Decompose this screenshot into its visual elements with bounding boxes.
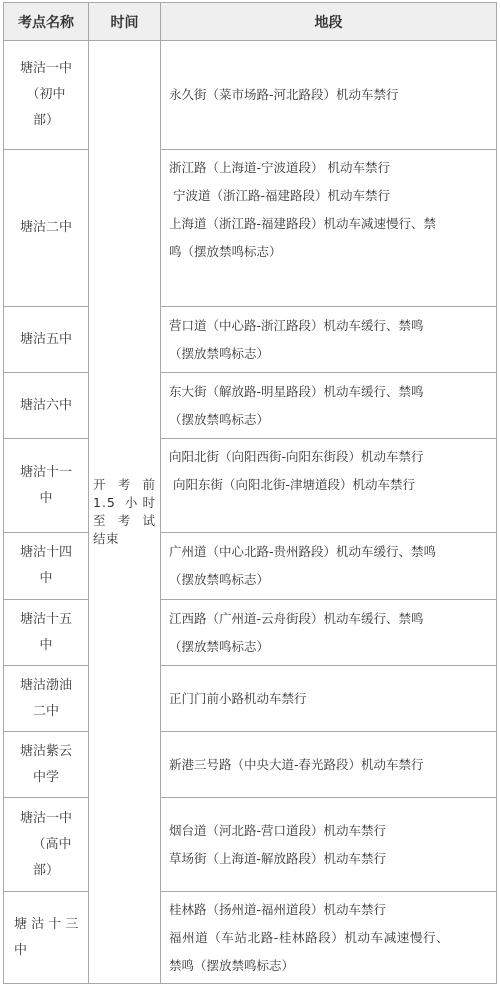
school-name-line: 部）: [32, 113, 59, 128]
table-row: [4, 892, 497, 984]
time-line: 至 考 试: [93, 513, 156, 528]
traffic-control-table: [3, 2, 497, 984]
school-name: [4, 600, 89, 666]
table-row: [4, 373, 497, 439]
table-row: [4, 600, 497, 666]
school-name: [4, 439, 89, 533]
school-name-line: 塘沽六中: [19, 397, 72, 413]
table-row: [4, 150, 497, 307]
road-section: [161, 600, 497, 666]
time-cell: [89, 41, 161, 984]
road-section-line: （摆放禁鸣标志）: [169, 572, 270, 587]
school-name-line: 塘沽十一: [19, 464, 72, 480]
road-section-line: 禁鸣（摆放禁鸣标志）: [169, 957, 295, 973]
school-name-line: 二中: [32, 703, 59, 719]
school-name-line: （高中: [32, 836, 72, 852]
school-name: [4, 798, 89, 892]
road-section-line: 新港三号路（中央大道-春光路段）机动车禁行: [169, 756, 424, 772]
school-name-line: 塘沽五中: [19, 331, 72, 347]
table-header: [4, 3, 497, 41]
table-row: [4, 307, 497, 373]
road-section: [161, 666, 497, 732]
school-name-line: 塘沽渤油: [19, 677, 72, 693]
road-section-line: 宁波道（浙江路-福建路段）机动车禁行: [173, 188, 391, 203]
road-section-line: （摆放禁鸣标志）: [169, 345, 270, 361]
header-section: 地段: [161, 3, 497, 41]
school-name: [4, 666, 89, 732]
road-section: [161, 732, 497, 798]
time-line: 结束: [93, 531, 120, 546]
table-row: [4, 533, 497, 600]
road-section-line: 草场街（上海道-解放路段）机动车禁行: [169, 850, 387, 866]
school-name: [4, 307, 89, 373]
school-name-line: 中: [39, 571, 53, 586]
road-section: [161, 533, 497, 600]
table-body: [4, 41, 497, 984]
road-section-line: 向阳北街（向阳西街-向阳东街段）机动车禁行: [169, 449, 424, 464]
road-section-line: 鸣（摆放禁鸣标志）: [169, 244, 282, 259]
school-name: [4, 373, 89, 439]
school-name: [4, 41, 89, 150]
school-name: [4, 150, 89, 307]
header-row: [4, 3, 497, 41]
school-name-line: 中: [14, 942, 28, 958]
road-section: [161, 41, 497, 150]
school-name: [4, 533, 89, 600]
school-name: [4, 892, 89, 984]
road-section: [161, 307, 497, 373]
time-line: 1.5 小时: [93, 495, 156, 510]
road-section-line: 上海道（浙江路-福建路段）机动车减速慢行、禁: [169, 216, 437, 231]
road-section-line: 江西路（广州道-云舟街段）机动车缓行、禁鸣: [169, 610, 424, 626]
road-section-line: （摆放禁鸣标志）: [169, 638, 270, 654]
school-name-line: 中学: [32, 769, 59, 785]
road-section: [161, 892, 497, 984]
road-section: [161, 798, 497, 892]
school-name-line: （初中: [26, 87, 66, 102]
road-section-line: 永久街（菜市场路-河北路段）机动车禁行: [169, 87, 399, 102]
road-section-line: 烟台道（河北路-营口道段）机动车禁行: [169, 822, 387, 838]
road-section: [161, 439, 497, 533]
road-section-line: 浙江路（上海道-宁波道段） 机动车禁行: [169, 160, 390, 175]
road-section-line: 营口道（中心路-浙江路段）机动车缓行、禁鸣: [169, 317, 424, 333]
school-name-line: 中: [39, 637, 53, 653]
table-row: [4, 798, 497, 892]
school-name-line: 塘沽十五: [19, 611, 72, 627]
table-row: [4, 41, 497, 150]
school-name-line: 塘沽十四: [19, 545, 72, 560]
header-school: 考点名称: [4, 3, 89, 41]
road-section: [161, 373, 497, 439]
school-name-line: 塘沽一中: [19, 61, 72, 76]
road-section-line: 桂林路（扬州道-福州道段）机动车禁行: [169, 901, 387, 917]
road-section: [161, 150, 497, 307]
road-section-line: 向阳东街（向阳北街-津塘道段）机动车禁行: [173, 477, 416, 492]
school-name-line: 部）: [32, 862, 59, 878]
header-time: 时间: [89, 3, 161, 41]
school-name-line: 塘沽二中: [19, 220, 72, 235]
time-line: 开 考 前: [93, 477, 156, 492]
table-row: [4, 439, 497, 533]
road-section-line: 福州道（车站北路-桂林路段）机动车减速慢行、: [169, 929, 450, 945]
table-row: [4, 666, 497, 732]
road-section-line: 广州道（中心北路-贵州路段）机动车缓行、禁鸣: [169, 544, 437, 559]
road-section-line: 东大街（解放路-明星路段）机动车缓行、禁鸣: [169, 383, 424, 399]
school-name: [4, 732, 89, 798]
road-section-line: 正门门前小路机动车禁行: [169, 690, 307, 706]
table-row: [4, 732, 497, 798]
school-name-line: 中: [39, 490, 53, 506]
road-section-line: （摆放禁鸣标志）: [169, 411, 270, 427]
school-name-line: 塘 沽 十 三: [14, 916, 79, 932]
school-name-line: 塘沽紫云: [19, 743, 72, 759]
school-name-line: 塘沽一中: [19, 810, 72, 826]
